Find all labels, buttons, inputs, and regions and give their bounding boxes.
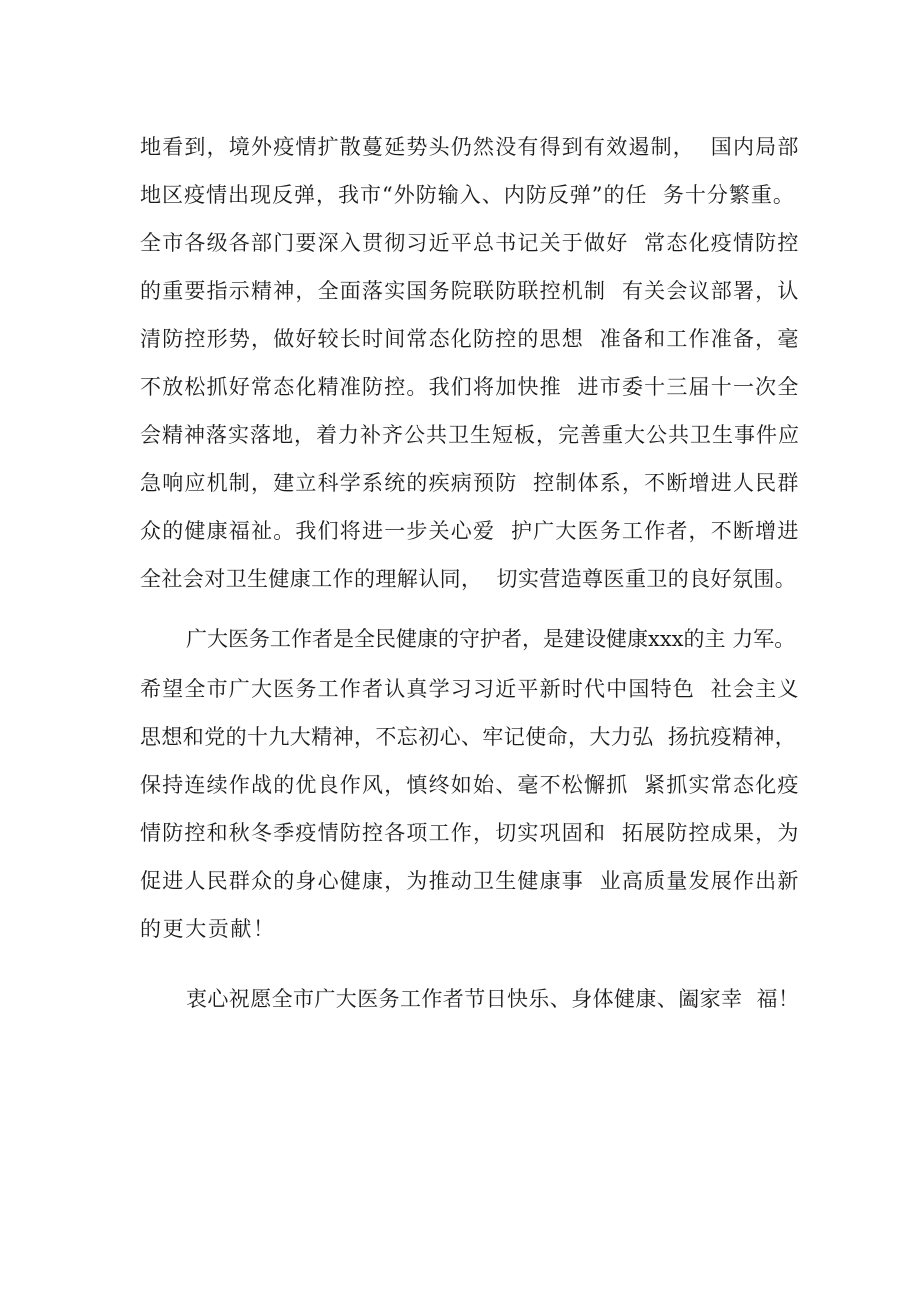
- text-line: 希望全市广大医务工作者认真学习习近平新时代中国特色 社会主义: [140, 677, 800, 701]
- text-line: 的重要指示精神，全面落实国务院联防联控机制 有关会议部署，认: [140, 279, 800, 303]
- text-line: 清防控形势，做好较长时间常态化防控的思想 准备和工作准备，毫: [140, 327, 800, 351]
- text-line: 不放松抓好常态化精准防控。我们将加快推 进市委十三届十一次全: [140, 375, 800, 399]
- text-line: 众的健康福祉。我们将进一步关心爱 护广大医务工作者，不断增进: [140, 519, 800, 543]
- text-line: 衷心祝愿全市广大医务工作者节日快乐、身体健康、阖家幸 福！: [186, 987, 800, 1011]
- text-line: 全市各级各部门要深入贯彻习近平总书记关于做好 常态化疫情防控: [140, 231, 800, 255]
- text-line: 全社会对卫生健康工作的理解认同， 切实营造尊医重卫的良好氛围。: [140, 567, 797, 591]
- text-line: 地区疫情出现反弹，我市“外防输入、内防反弹”的任 务十分繁重。: [140, 183, 795, 207]
- text-line: 促进人民群众的身心健康，为推动卫生健康事 业高质量发展作出新: [140, 869, 800, 893]
- text-line: 保持连续作战的优良作风，慎终如始、毫不松懈抓 紧抓实常态化疫: [140, 773, 800, 797]
- text-line: 的更大贡献！: [140, 917, 276, 941]
- text-line: 情防控和秋冬季疫情防控各项工作，切实巩固和 拓展防控成果，为: [140, 821, 800, 845]
- text-line: 广大医务工作者是全民健康的守护者，是建设健康xxx的主 力军。: [186, 627, 796, 651]
- text-line: 急响应机制，建立科学系统的疾病预防 控制体系，不断增进人民群: [140, 471, 800, 495]
- text-line: 会精神落实落地，着力补齐公共卫生短板，完善重大公共卫生事件应: [140, 423, 800, 447]
- text-line: 地看到，境外疫情扩散蔓延势头仍然没有得到有效遏制， 国内局部: [140, 135, 800, 159]
- text-line: 思想和党的十九大精神，不忘初心、牢记使命，大力弘 扬抗疫精神，: [140, 725, 797, 749]
